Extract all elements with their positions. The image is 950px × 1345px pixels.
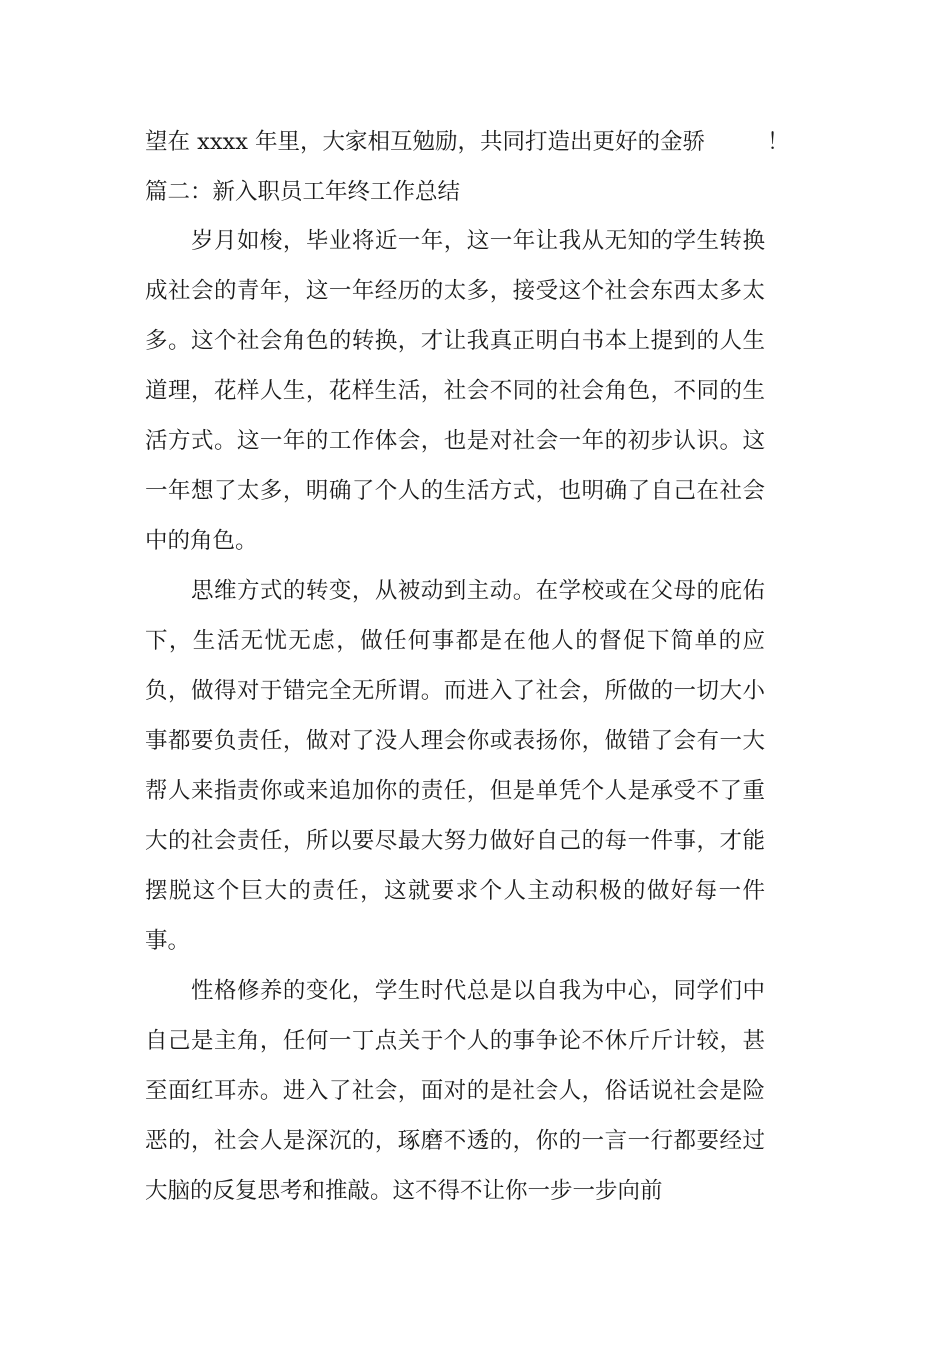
continuation-line: 望在 xxxx 年里，大家相互勉励，共同打造出更好的金骄 <box>145 129 706 155</box>
paragraph-2: 思维方式的转变，从被动到主动。在学校或在父母的庇佑下，生活无忧无虑，做任何事都是在他人的督促下简单的应负，做得对于错完全无所谓。而进入了社会，所做的一切大小事都要负责任，做对了没人理会你或表扬你，做错了会有一大帮人来指责你或来追加你的责任，但是单凭个人是承受不了重大的社会责任，所以要尽最大努力做好自己的每一件事，才能摆脱这个巨大的责任，这就要求个人主动积极的做好每一件事。 <box>145 578 765 954</box>
continuation-line-end: ！ <box>767 129 790 155</box>
paragraph-3: 性格修养的变化，学生时代总是以自我为中心，同学们中自己是主角，任何一丁点关于个人的事争论不休斤斤计较，甚至面红耳赤。进入了社会，面对的是社会人，俗话说社会是险恶的，社会人是深沉的，琢磨不透的，你的一言一行都要经过大脑的反复思考和推敲。这不得不让你一步一步向前 <box>145 978 765 1204</box>
paragraph-1: 岁月如梭，毕业将近一年，这一年让我从无知的学生转换成社会的青年，这一年经历的太多，接受这个社会东西太多太多。这个社会角色的转换，才让我真正明白书本上提到的人生道理，花样人生，花样生活，社会不同的社会角色，不同的生活方式。这一年的工作体会，也是对社会一年的初步认识。这一年想了太多，明确了个人的生活方式，也明确了自己在社会中的角色。 <box>145 228 765 554</box>
section-heading: 篇二：新入职员工年终工作总结 <box>145 179 461 205</box>
